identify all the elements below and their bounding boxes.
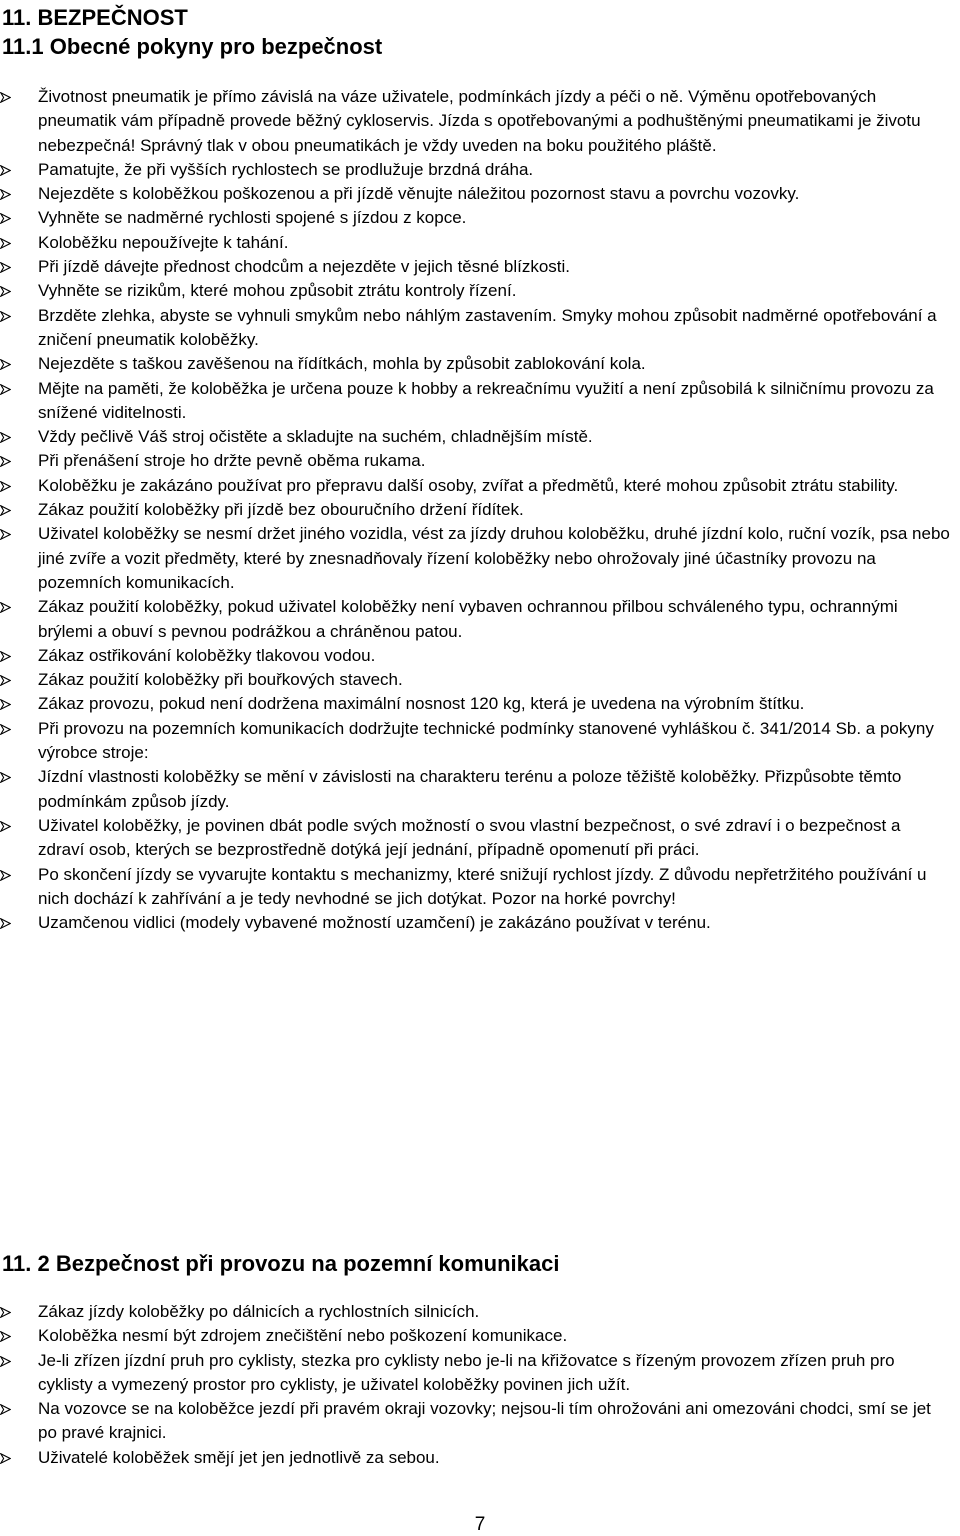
list-item <box>0 352 950 376</box>
list-item <box>0 765 950 814</box>
arrowhead-bullet-icon <box>0 384 11 395</box>
list-item <box>0 182 950 206</box>
list-item <box>0 692 950 716</box>
arrowhead-bullet-icon <box>0 651 11 662</box>
arrowhead-bullet-icon <box>0 262 11 273</box>
list-item-text: Zákaz ostřikování koloběžky tlakovou vodou. <box>38 645 376 665</box>
list-item-text: Vyhněte se rizikům, které mohou způsobit ztrátu kontroly řízení. <box>38 281 517 301</box>
chapter-heading: 11. BEZPEČNOST <box>2 5 188 30</box>
arrowhead-bullet-icon <box>0 870 11 881</box>
list-item-text: Při jízdě dávejte přednost chodcům a nejezděte v jejich těsné blízkosti. <box>38 257 571 277</box>
list-item <box>0 498 950 522</box>
list-item-text: Zákaz provozu, pokud není dodržena maximální nosnost 120 kg, která je uvedena na výrobním štítku. <box>38 694 805 714</box>
list-item <box>0 1446 950 1470</box>
list-item-text: Vyhněte se nadměrné rychlosti spojené s jízdou z kopce. <box>38 208 467 228</box>
list-item-text: Mějte na paměti, že koloběžka je určena pouze k hobby a rekreačnímu využití a není způsobilá k silničnímu provozu za snížené viditelnosti. <box>38 378 934 422</box>
list-item-text: Při přenášení stroje ho držte pevně oběma rukama. <box>38 451 426 471</box>
arrowhead-bullet-icon <box>0 699 11 710</box>
list-item-text: Uživatelé koloběžek smějí jet jen jednotlivě za sebou. <box>38 1447 440 1467</box>
arrowhead-bullet-icon <box>0 821 11 832</box>
list-item <box>0 911 950 935</box>
list-item-text: Na vozovce se na koloběžce jezdí při pravém okraji vozovky; nejsou-li tím ohrožováni ani omezováni chodci, smí se jet po pravé krajnici. <box>38 1399 931 1443</box>
list-item <box>0 377 950 426</box>
arrowhead-bullet-icon <box>0 918 11 929</box>
list-item <box>0 863 950 912</box>
arrowhead-bullet-icon <box>0 238 11 249</box>
list-item-text: Jízdní vlastnosti koloběžky se mění v závislosti na charakteru terénu a poloze těžiště koloběžky. Přizpůsobte těmto podmínkám způsob jízdy. <box>38 767 902 811</box>
list-item-text: Zákaz použití koloběžky, pokud uživatel koloběžky není vybaven ochrannou přilbou schváleného typu, ochrannými brýlemi a obuví s pevnou podrážkou a chráněnou patou. <box>38 597 898 641</box>
list-item-text: Zákaz jízdy koloběžky po dálnicích a rychlostních silnicích. <box>38 1302 480 1321</box>
arrowhead-bullet-icon <box>0 189 11 200</box>
list-item <box>0 1397 950 1446</box>
arrowhead-bullet-icon <box>0 1331 11 1342</box>
arrowhead-bullet-icon <box>0 724 11 735</box>
list-item-text: Uzamčenou vidlici (modely vybavené možností uzamčení) je zakázáno používat v terénu. <box>38 913 711 933</box>
page-number: 7 <box>474 1514 486 1535</box>
arrowhead-bullet-icon <box>0 602 11 613</box>
arrowhead-bullet-icon <box>0 1404 11 1415</box>
road-safety-list <box>0 1300 950 1470</box>
arrowhead-bullet-icon <box>0 359 11 370</box>
list-item-text: Zákaz použití koloběžky při bouřkových stavech. <box>38 670 403 690</box>
section-heading-road-safety: 11. 2 Bezpečnost při provozu na pozemní komunikaci <box>2 1251 560 1276</box>
list-item-text: Koloběžku je zakázáno používat pro přepravu další osoby, zvířat a předmětů, které mohou způsobit ztrátu stability. <box>38 475 899 495</box>
arrowhead-bullet-icon <box>0 92 11 103</box>
arrowhead-bullet-icon <box>0 456 11 467</box>
list-item <box>0 158 950 182</box>
list-item <box>0 449 950 473</box>
arrowhead-bullet-icon <box>0 432 11 443</box>
list-item <box>0 206 950 230</box>
arrowhead-bullet-icon <box>0 481 11 492</box>
list-item <box>0 717 950 766</box>
list-item <box>0 668 950 692</box>
list-item-text: Vždy pečlivě Váš stroj očistěte a skladujte na suchém, chladnějším místě. <box>38 427 593 447</box>
list-item-text: Zákaz použití koloběžky při jízdě bez obouručního držení řídítek. <box>38 500 524 520</box>
list-item-text: Uživatel koloběžky se nesmí držet jiného vozidla, vést za jízdy druhou koloběžku, druhé jízdní kolo, ruční vozík, psa nebo jiné zvíře a vozit předměty, které by znesnadňovaly řízení koloběžky nebo ohrožovaly jiné účastníky provozu na pozemních komunikacích. <box>38 524 950 592</box>
arrowhead-bullet-icon <box>0 675 11 686</box>
arrowhead-bullet-icon <box>0 529 11 540</box>
list-item-text: Životnost pneumatik je přímo závislá na váze uživatele, podmínkách jízdy a péči o ně. Výměnu opotřebovaných pneumatik vám případně provede běžný cykloservis. Jízda s opotřebovanými a podhuštěnými pneumatikami je životu nebezpečná! Správný tlak v obou pneumatikách je vždy uveden na boku použitého pláště. <box>38 87 921 155</box>
arrowhead-bullet-icon <box>0 1307 11 1318</box>
list-item-text: Pamatujte, že při vyšších rychlostech se prodlužuje brzdná dráha. <box>38 159 534 179</box>
section-heading-general-safety: 11.1 Obecné pokyny pro bezpečnost <box>2 34 383 59</box>
list-item <box>0 85 950 158</box>
list-item-text: Koloběžka nesmí být zdrojem znečištění nebo poškození komunikace. <box>38 1326 568 1346</box>
list-item-text: Při provozu na pozemních komunikacích dodržujte technické podmínky stanovené vyhláškou č. 341/2014 Sb. a pokyny výrobce stroje: <box>38 718 934 763</box>
list-item-text: Uživatel koloběžky, je povinen dbát podle svých možností o svou vlastní bezpečnost, o své zdraví i o bezpečnost a zdraví osob, kterých se bezprostředně dotýká její jednání, případně opomenutí při práci. <box>38 815 901 860</box>
list-item <box>0 522 950 595</box>
arrowhead-bullet-icon <box>0 1356 11 1367</box>
arrowhead-bullet-icon <box>0 165 11 176</box>
list-item <box>0 595 950 644</box>
list-item <box>0 304 950 353</box>
arrowhead-bullet-icon <box>0 1453 11 1464</box>
list-item <box>0 255 950 279</box>
list-item <box>0 474 950 498</box>
arrowhead-bullet-icon <box>0 286 11 297</box>
list-item-text: Po skončení jízdy se vyvarujte kontaktu s mechanizmy, které snižují rychlost jízdy. Z důvodu nepřetržitého používání u nich dochází k zahřívání a je tedy nevhodné se jich dotýkat. Pozor na horké povrchy! <box>38 864 927 908</box>
arrowhead-bullet-icon <box>0 772 11 783</box>
list-item <box>0 1300 950 1324</box>
list-item <box>0 644 950 668</box>
arrowhead-bullet-icon <box>0 213 11 224</box>
list-item <box>0 1324 950 1348</box>
list-item-text: Nejezděte s taškou zavěšenou na řídítkách, mohla by způsobit zablokování kola. <box>38 354 646 374</box>
list-item <box>0 279 950 303</box>
list-item-text: Koloběžku nepoužívejte k tahání. <box>38 232 289 252</box>
list-item <box>0 814 950 863</box>
arrowhead-bullet-icon <box>0 311 11 322</box>
list-item-text: Brzděte zlehka, abyste se vyhnuli smykům nebo náhlým zastavením. Smyky mohou způsobit nadměrné opotřebování a zničení pneumatik koloběžky. <box>38 305 937 349</box>
list-item-text: Je-li zřízen jízdní pruh pro cyklisty, stezka pro cyklisty nebo je-li na křižovatce s řízeným provozem zřízen pruh pro cyklisty a vymezený prostor pro cyklisty, je uživatel koloběžky povinen jich užít. <box>38 1350 895 1394</box>
list-item <box>0 425 950 449</box>
arrowhead-bullet-icon <box>0 505 11 516</box>
list-item <box>0 1349 950 1398</box>
list-item <box>0 231 950 255</box>
general-safety-list <box>0 85 950 935</box>
list-item-text: Nejezděte s koloběžkou poškozenou a při jízdě věnujte náležitou pozornost stavu a povrchu vozovky. <box>38 184 800 204</box>
